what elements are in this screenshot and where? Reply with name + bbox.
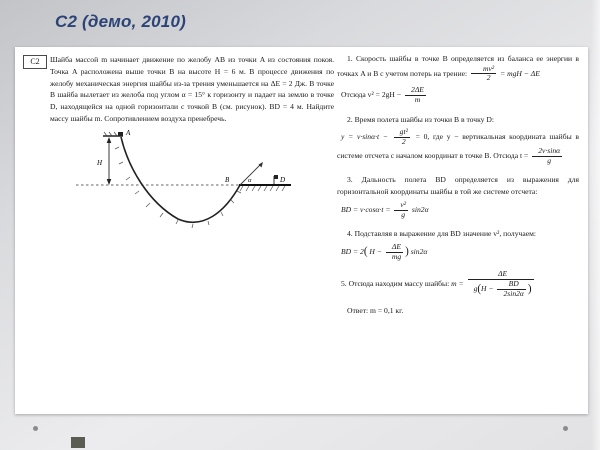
solution-step-3: [337, 201, 579, 219]
problem-diagram: [53, 127, 305, 239]
corner-artifact: [71, 437, 85, 448]
height-label: H: [97, 158, 103, 167]
solution-step-1: [337, 53, 579, 83]
slide-title: С2 (демо, 2010): [55, 12, 186, 31]
solution-step-4: [337, 243, 579, 261]
solution-section: [337, 53, 579, 319]
problem-text: Шайба массой m начинает движение по желобу AB из точки A из состояния покоя. Точка A расположена выше точки B на высоте H = 6 м. В процессе движения по желобу механическая энергия шайбы из-за трения уменьшается на ΔE = 2 Дж. В точке B шайба вылетает из желоба под углом α = 15° к горизонту и падает на землю в точке D, находящейся на одной горизонтали с точкой B (см. рисунок). BD = 4 м. Найдите массу шайбы m. Сопротивлением воздуха пренебречь.: [50, 55, 334, 123]
step2-title: 2. Время полета шайбы из точки B в точку D:: [347, 114, 494, 124]
launch-direction-line: [240, 162, 263, 185]
answer-line: Ответ: m = 0,1 кг.: [347, 305, 404, 315]
step1-loss-fraction: $\frac{2\Delta E}{m}$: [405, 86, 426, 104]
step1-text: 1. Скорость шайбы в точке B определяется из баланса ее энергии в точках A и B с учетом потерь на трение:: [337, 54, 579, 78]
point-b-label: B: [225, 175, 230, 184]
ground-hatching: [240, 186, 285, 191]
step4-paren-close: ): [405, 245, 409, 258]
problem-number-box: С2: [23, 55, 47, 69]
step5-mass-pre: m =: [451, 279, 464, 289]
step4-inner: H −: [369, 246, 382, 256]
chute-hatching: [115, 147, 241, 228]
step1-kinetic-fraction: $\frac{\text{mv²}}{2}$: [471, 65, 496, 83]
step3-range-fraction: $\frac{\text{v²}}{g}$: [394, 201, 408, 219]
content-panel: [15, 47, 588, 414]
chute-curve: [121, 137, 240, 222]
step2-equation-mid: = 0, где y − вертикальная координата шайбы в системе отсчета с началом координат в точке B. Отсюда t =: [337, 132, 579, 160]
step5-mass-fraction: ΔE g(H − $\frac{BD}{2\sin 2\alpha}$ ): [468, 270, 534, 298]
step2-gravity-fraction: $\frac{\text{gt²}}{2}$: [394, 128, 410, 146]
step4-loss-fraction: $\frac{\Delta E}{mg}$: [386, 243, 403, 261]
step1-energy-rhs: = mgH − ΔE: [500, 68, 540, 78]
step3-equation-post: sin2α: [411, 204, 429, 214]
angle-label: α: [248, 176, 252, 184]
point-d-label: D: [280, 175, 286, 184]
step3-equation-pre: BD = v·cosα·t =: [341, 204, 391, 214]
step5-denominator: g(H − $\frac{BD}{2\sin 2\alpha}$ ): [473, 279, 532, 298]
solution-step-5: [337, 270, 579, 298]
step4-text: 4. Подставляя в выражение для BD значение v², получаем:: [347, 229, 536, 239]
puck-at-d-marker: [274, 175, 278, 184]
edge-highlight: [591, 0, 600, 450]
nav-dot-left: [33, 426, 38, 431]
problem-section: [23, 54, 337, 239]
step1-result-pre: Отсюда v² = 2gH −: [341, 90, 402, 100]
puck-at-a: [118, 132, 123, 136]
step3-text: 3. Дальность полета BD определяется из выражения для горизонтальной координаты шайбы в той же системе отсчета:: [337, 175, 579, 197]
step4-paren-open: (: [363, 245, 368, 258]
step5-paren-close: ): [527, 283, 532, 296]
step2-time-fraction: $\frac{2v\cdot\sin\alpha}{g}$: [532, 147, 562, 165]
step5-nested-fraction: $\frac{BD}{2\sin 2\alpha}$: [497, 280, 525, 298]
solution-step-2: [337, 128, 579, 165]
step5-paren-open: (: [477, 283, 482, 296]
nav-dot-right: [563, 426, 568, 431]
step4-equation-pre: BD = 2: [341, 246, 364, 256]
step1-velocity-result: [337, 86, 579, 104]
point-a-label: A: [126, 128, 131, 137]
step4-equation-post: sin2α: [410, 246, 428, 256]
height-arrow: [107, 137, 112, 185]
step5-text: 5. Отсюда находим массу шайбы:: [341, 279, 450, 289]
step2-equation-pre: y = v·sinα·t −: [341, 132, 388, 142]
